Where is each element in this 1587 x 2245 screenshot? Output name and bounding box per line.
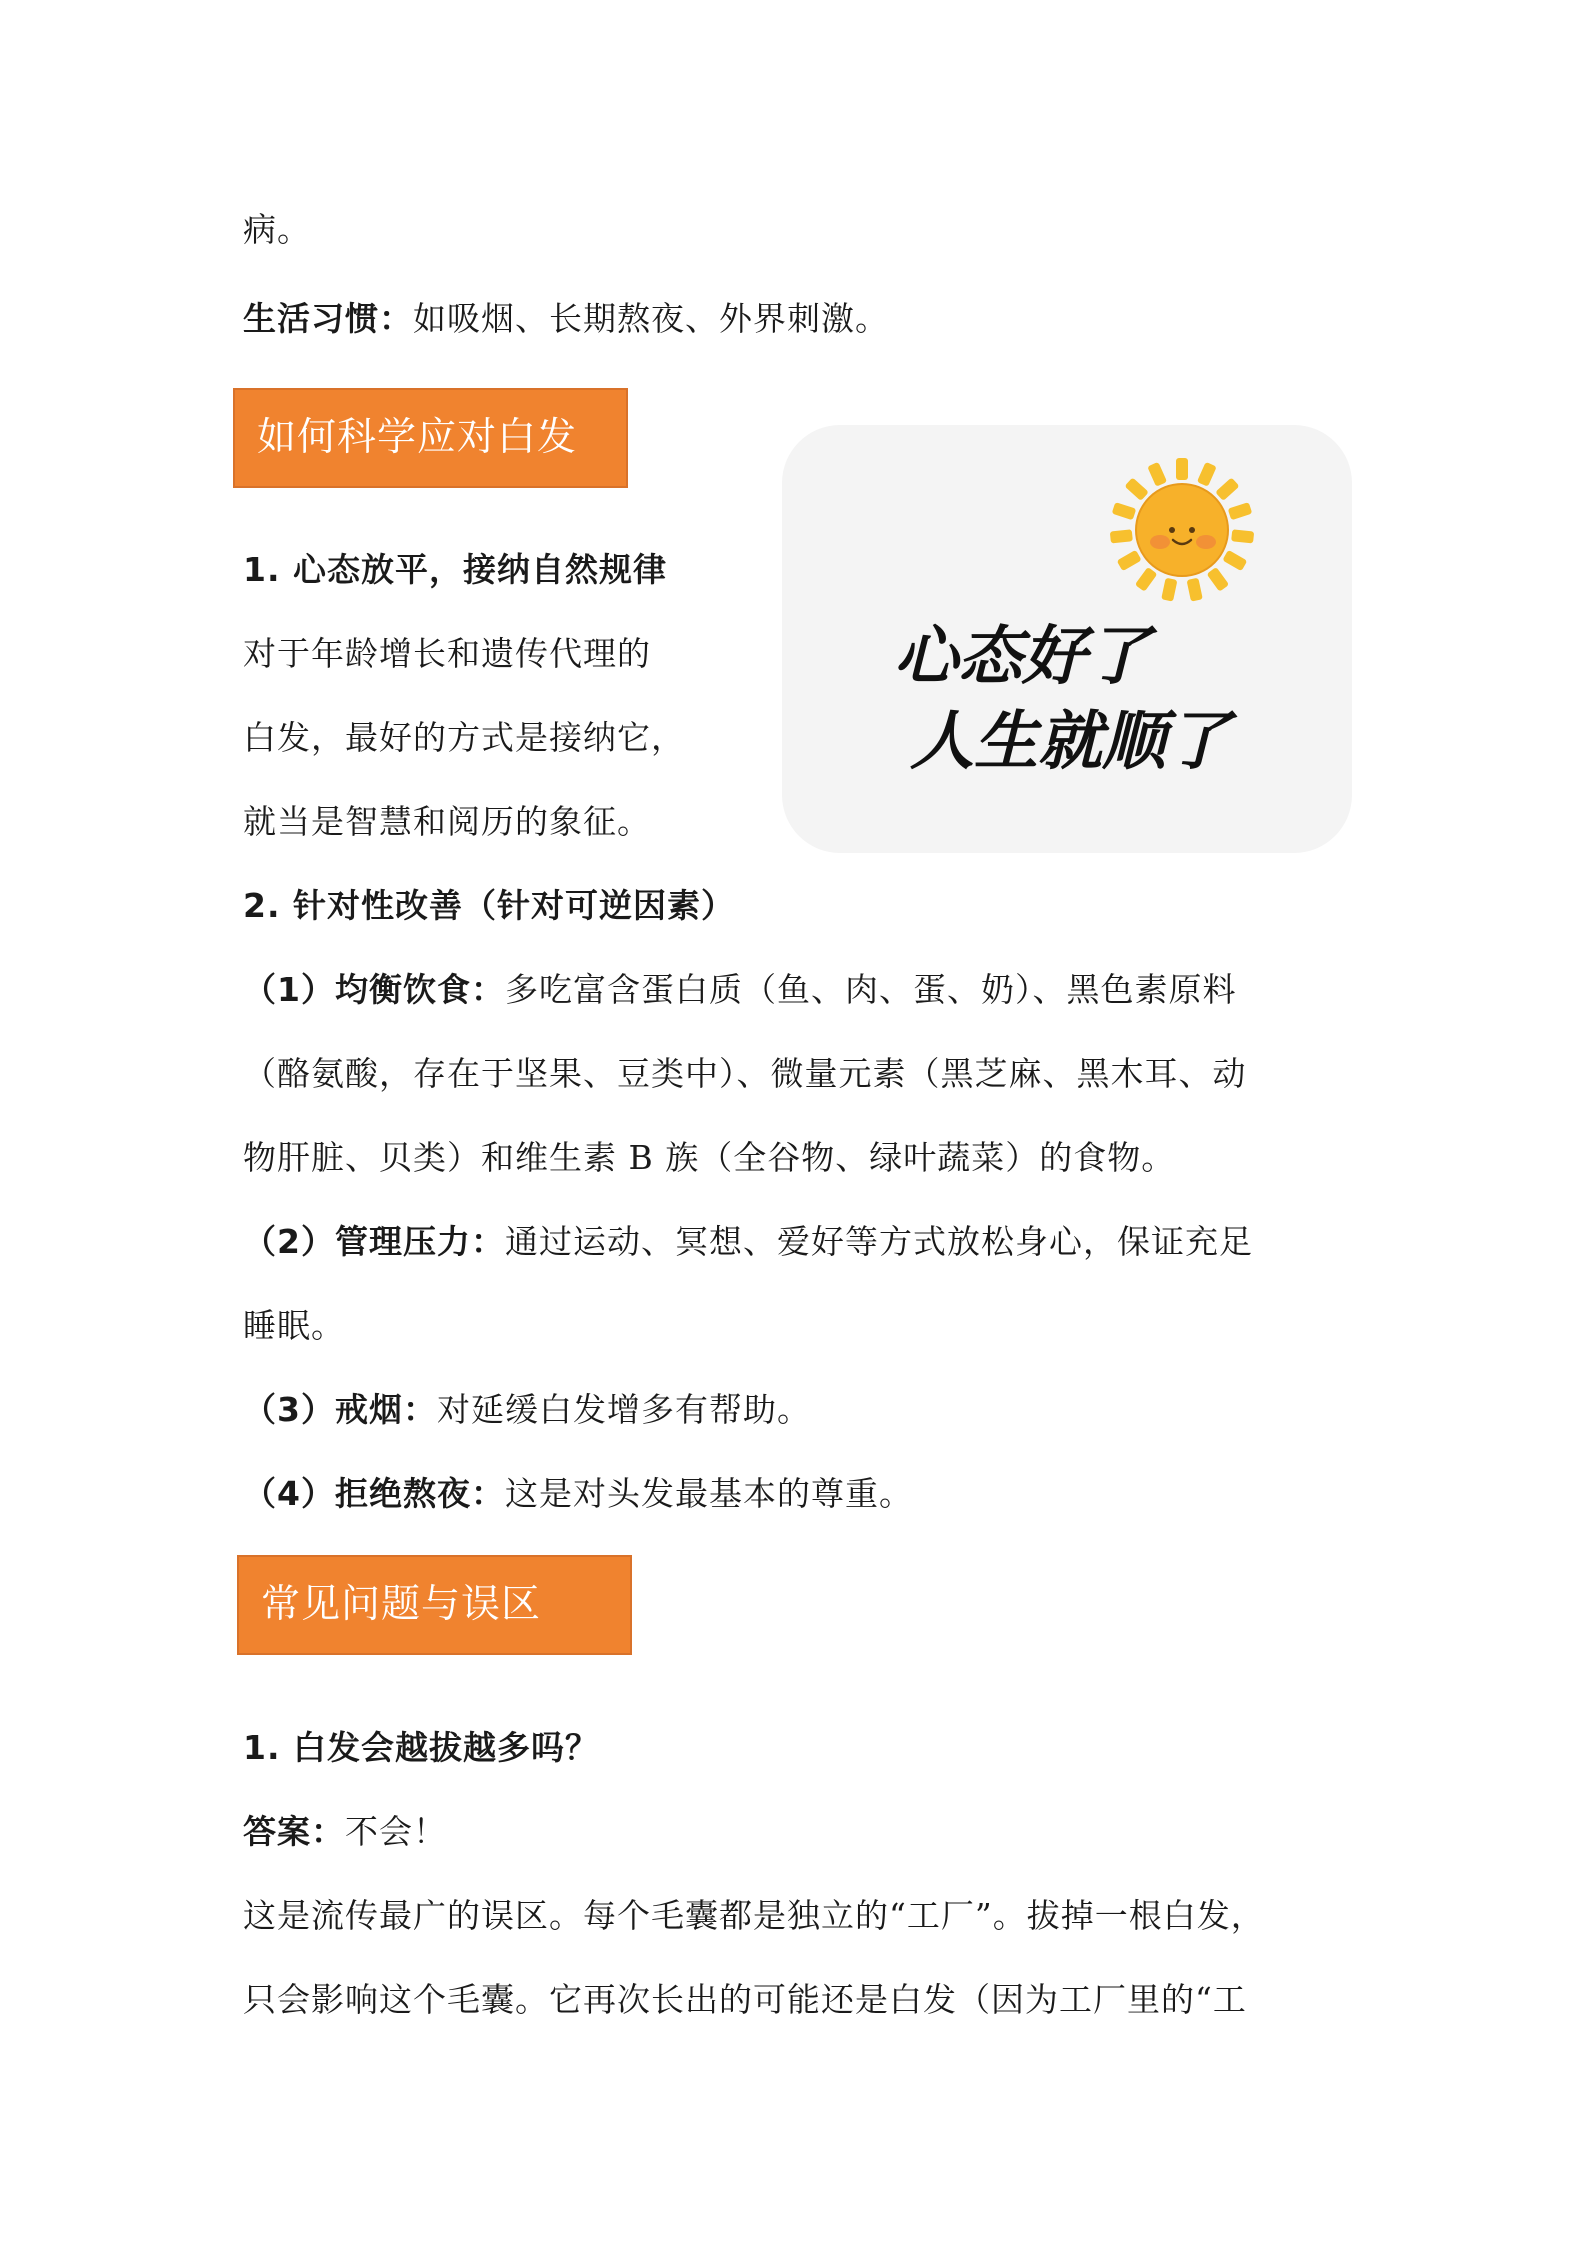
section-heading: [237, 1555, 632, 1655]
calligraphy-line-1: 心态好了: [894, 620, 1150, 694]
text: 不会！: [345, 1812, 447, 1851]
label: （3）戒烟：: [243, 1390, 437, 1429]
label: 生活习惯：: [243, 299, 413, 338]
paragraph-line: 睡眠。: [243, 1306, 345, 1345]
heading-text: 常见问题与误区: [261, 1582, 542, 1627]
paragraph-line: [243, 297, 889, 341]
text: 多吃富含蛋白质（鱼、肉、蛋、奶）、黑色素原料: [504, 970, 1237, 1009]
illustration-image: [782, 425, 1352, 853]
heading-text: 如何科学应对白发: [257, 415, 578, 460]
subsection-title: 2. 针对性改善（针对可逆因素）: [243, 886, 735, 925]
paragraph-line: 只会影响这个毛囊。它再次长出的可能还是白发（因为工厂里的“工: [243, 1980, 1247, 2019]
paragraph-line: 这是流传最广的误区。每个毛囊都是独立的“工厂”。拔掉一根白发，: [243, 1896, 1265, 1935]
paragraph-line: 白发，最好的方式是接纳它，: [243, 718, 685, 757]
list-item: [243, 1220, 1253, 1264]
subsection-title: 1. 心态放平，接纳自然规律: [243, 550, 667, 589]
text: 对延缓白发增多有帮助。: [436, 1390, 811, 1429]
paragraph-line: 对于年龄增长和遗传代理的: [243, 634, 651, 673]
section-heading: [233, 388, 628, 488]
paragraph-line: （酪氨酸，存在于坚果、豆类中）、微量元素（黑芝麻、黑木耳、动: [243, 1054, 1247, 1093]
calligraphy-line-2: 人生就顺了: [910, 705, 1230, 779]
text: 这是对头发最基本的尊重。: [504, 1474, 913, 1513]
text: 如吸烟、长期熬夜、外界刺激。: [413, 299, 889, 338]
label: 答案：: [243, 1812, 345, 1851]
label: （4）拒绝熬夜：: [243, 1474, 505, 1513]
list-item: [243, 968, 1236, 1012]
list-item: [243, 1472, 913, 1516]
answer-line: [243, 1810, 447, 1854]
label: （1）均衡饮食：: [243, 970, 505, 1009]
paragraph-line: 物肝脏、贝类）和维生素 B 族（全谷物、绿叶蔬菜）的食物。: [243, 1138, 1176, 1177]
text: 病。: [243, 210, 311, 249]
label: （2）管理压力：: [243, 1222, 505, 1261]
question-title: 1. 白发会越拔越多吗？: [243, 1728, 599, 1767]
paragraph-line: [243, 208, 311, 252]
paragraph-line: 就当是智慧和阅历的象征。: [243, 802, 651, 841]
text: 通过运动、冥想、爱好等方式放松身心，保证充足: [504, 1222, 1253, 1261]
list-item: [243, 1388, 811, 1432]
